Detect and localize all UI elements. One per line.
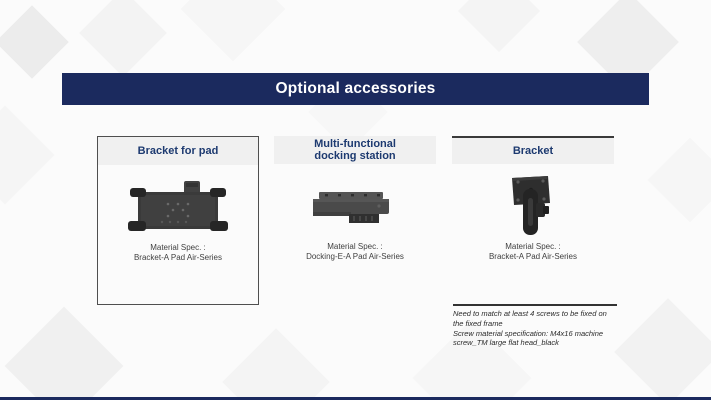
pad-bracket-image (98, 175, 258, 239)
screw-note-line: Need to match at least 4 screws to be fixed on (453, 309, 607, 318)
card-header-label: docking station (314, 150, 396, 162)
background-shape (648, 138, 711, 223)
spec-value: Docking-E-A Pad Air-Series (306, 252, 404, 261)
background-shape (222, 328, 329, 400)
title-bar (62, 73, 649, 105)
card-header-docking-station (274, 136, 436, 164)
docking-station-image (274, 186, 436, 228)
spec-value: Bracket-A Pad Air-Series (133, 253, 223, 262)
card-header-label: Bracket for pad (137, 144, 219, 157)
card-docking-station (274, 136, 436, 305)
screw-note-line: Screw material specification: M4x16 machine (453, 328, 604, 338)
screw-note-line: the fixed frame (453, 318, 503, 328)
card-header-label: Multi-functional (314, 137, 396, 150)
spec-label: Material Spec. : (150, 243, 206, 252)
note-divider (453, 304, 617, 306)
spec-text-bracket-for-pad (98, 243, 258, 263)
card-header-bracket (452, 136, 614, 164)
card-header-label: Bracket (512, 144, 554, 157)
spec-label: Material Spec. : (327, 242, 383, 251)
background-shape (0, 106, 54, 205)
screw-note (453, 309, 638, 348)
spec-text-docking-station (274, 242, 436, 262)
background-shape (79, 0, 167, 77)
background-shape (0, 5, 69, 79)
screw-note-line: screw_TM large flat head_black (453, 338, 559, 348)
card-header-bracket-for-pad (98, 137, 258, 165)
background-shape (181, 0, 286, 61)
page-title: Optional accessories (275, 80, 436, 97)
spec-value: Bracket-A Pad Air-Series (488, 252, 578, 261)
card-bracket-for-pad (97, 136, 259, 305)
spec-label: Material Spec. : (505, 242, 561, 251)
background-shape (5, 307, 124, 400)
spec-text-bracket (452, 242, 614, 262)
card-bracket (452, 136, 614, 305)
mount-bracket-image (452, 173, 614, 239)
background-shape (458, 0, 540, 52)
